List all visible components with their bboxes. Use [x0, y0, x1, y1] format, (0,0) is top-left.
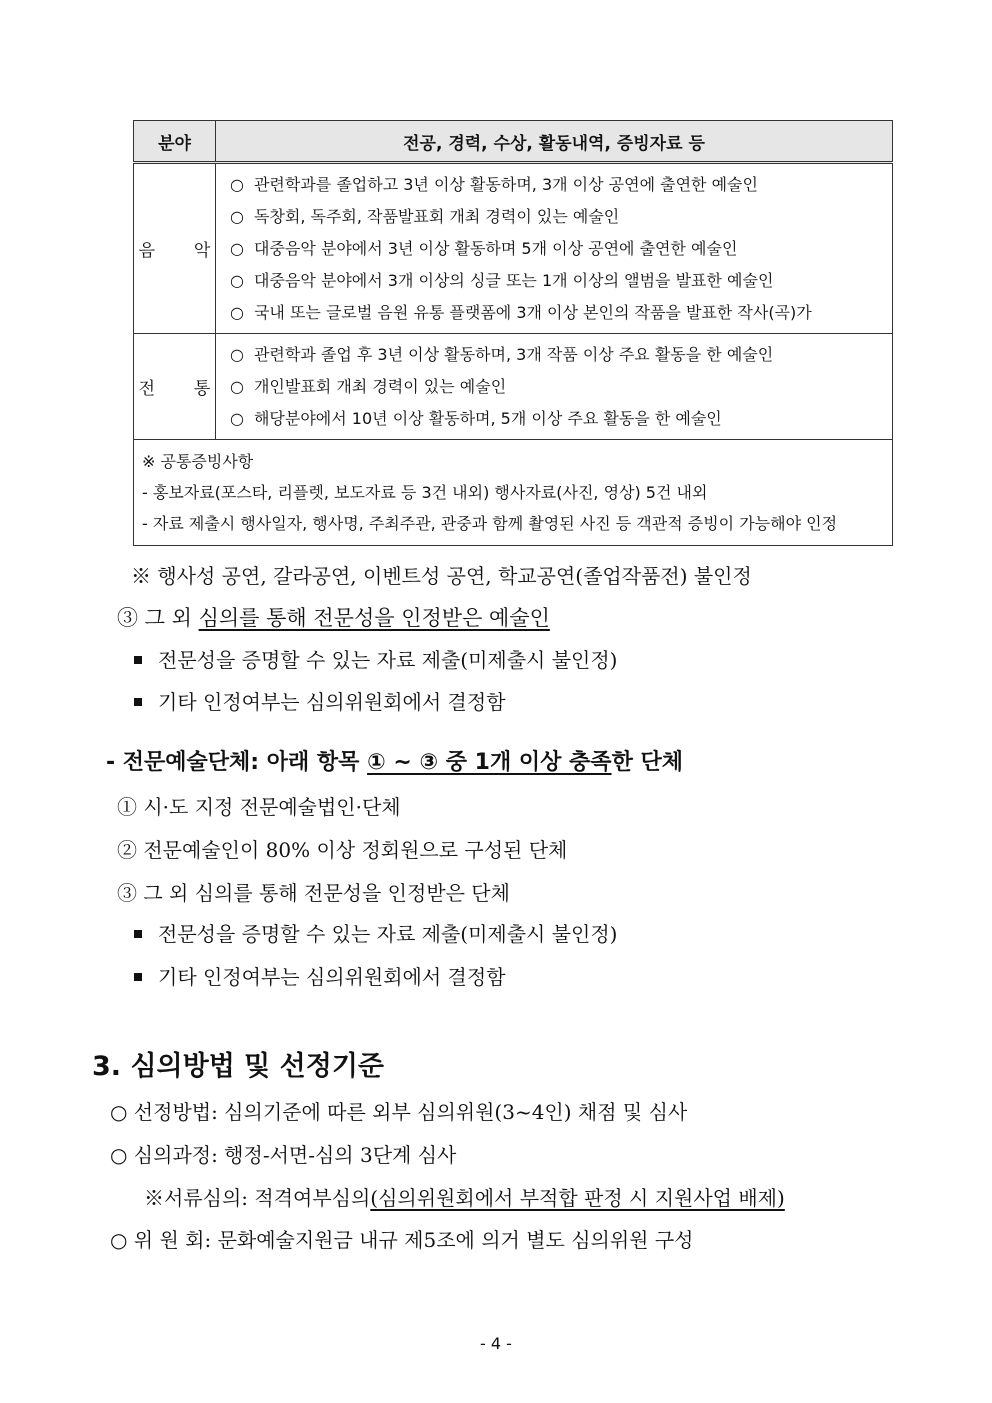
- list-item: ○ 대중음악 분야에서 3년 이상 활동하며 5개 이상 공연에 출연한 예술인: [230, 233, 892, 265]
- document-review-note: ※서류심의: 적격여부심의(심의위원회에서 부적합 판정 시 지원사업 배제): [144, 1186, 785, 1210]
- page-number: - 4 -: [480, 1334, 512, 1353]
- header-details: 전공, 경력, 수상, 활동내역, 증빙자료 등: [216, 121, 893, 163]
- list-item: ○ 개인발표회 개최 경력이 있는 예술인: [230, 371, 892, 403]
- note-events: ※ 행사성 공연, 갈라공연, 이벤트성 공연, 학교공연(졸업작품전) 불인정: [131, 564, 752, 588]
- artist-item-3: ③ 그 외 심의를 통해 전문성을 인정받은 예술인: [117, 606, 550, 630]
- square-bullet-icon: [134, 930, 142, 938]
- common-evidence: [134, 440, 893, 546]
- square-bullet-icon: [134, 698, 142, 706]
- section-title: 3. 심의방법 및 선정기준: [92, 1051, 384, 1082]
- music-criteria: [216, 163, 893, 334]
- header-field: 분야: [134, 121, 216, 163]
- list-item: ③ 그 외 심의를 통해 전문성을 인정받은 단체: [117, 881, 510, 905]
- square-bullet-icon: [134, 973, 142, 981]
- list-item: 전문성을 증명할 수 있는 자료 제출(미제출시 불인정): [134, 644, 617, 673]
- table-row: [134, 334, 893, 440]
- list-item: ○ 관련학과를 졸업하고 3년 이상 활동하며, 3개 이상 공연에 출연한 예술인: [230, 169, 892, 201]
- list-item: ○ 국내 또는 글로벌 음원 유통 플랫폼에 3개 이상 본인의 작품을 발표한 작사(곡)가: [230, 297, 892, 329]
- org-heading: - 전문예술단체: 아래 항목 ① ~ ③ 중 1개 이상 충족한 단체: [106, 750, 683, 775]
- criteria-table: [133, 120, 893, 546]
- committee: ○ 위 원 회: 문화예술지원금 내규 제5조에 의거 별도 심의위원 구성: [110, 1228, 694, 1252]
- square-bullet-icon: [134, 656, 142, 664]
- list-item: ○ 관련학과 졸업 후 3년 이상 활동하며, 3개 작품 이상 주요 활동을 한 예술인: [230, 339, 892, 371]
- list-item: ① 시·도 지정 전문예술법인·단체: [117, 795, 401, 819]
- review-process: ○ 심의과정: 행정-서면-심의 3단계 심사: [110, 1143, 457, 1167]
- list-item: ○ 독창회, 독주회, 작품발표회 개최 경력이 있는 예술인: [230, 201, 892, 233]
- list-item: - 홍보자료(포스타, 리플렛, 보도자료 등 3건 내외) 행사자료(사진, 영상) 5건 내외: [142, 483, 708, 502]
- table-row: [134, 440, 893, 546]
- selection-method: ○ 선정방법: 심의기준에 따른 외부 심의위원(3~4인) 채점 및 심사: [110, 1100, 688, 1124]
- list-item: ○ 대중음악 분야에서 3개 이상의 싱글 또는 1개 이상의 앨범을 발표한 예술인: [230, 265, 892, 297]
- list-item: 기타 인정여부는 심의위원회에서 결정함: [134, 961, 506, 990]
- list-item: ② 전문예술인이 80% 이상 정회원으로 구성된 단체: [117, 838, 568, 862]
- list-item: 기타 인정여부는 심의위원회에서 결정함: [134, 686, 506, 715]
- common-title: ※ 공통증빙사항: [142, 452, 254, 471]
- list-item: ○ 해당분야에서 10년 이상 활동하며, 5개 이상 주요 활동을 한 예술인: [230, 403, 892, 435]
- list-item: 전문성을 증명할 수 있는 자료 제출(미제출시 불인정): [134, 918, 617, 947]
- table-row: [134, 163, 893, 334]
- field-music: 음 악: [134, 163, 216, 334]
- traditional-criteria: [216, 334, 893, 440]
- list-item: - 자료 제출시 행사일자, 행사명, 주최주관, 관중과 함께 촬영된 사진 등 객관적 증빙이 가능해야 인정: [142, 514, 838, 533]
- field-traditional: 전 통: [134, 334, 216, 440]
